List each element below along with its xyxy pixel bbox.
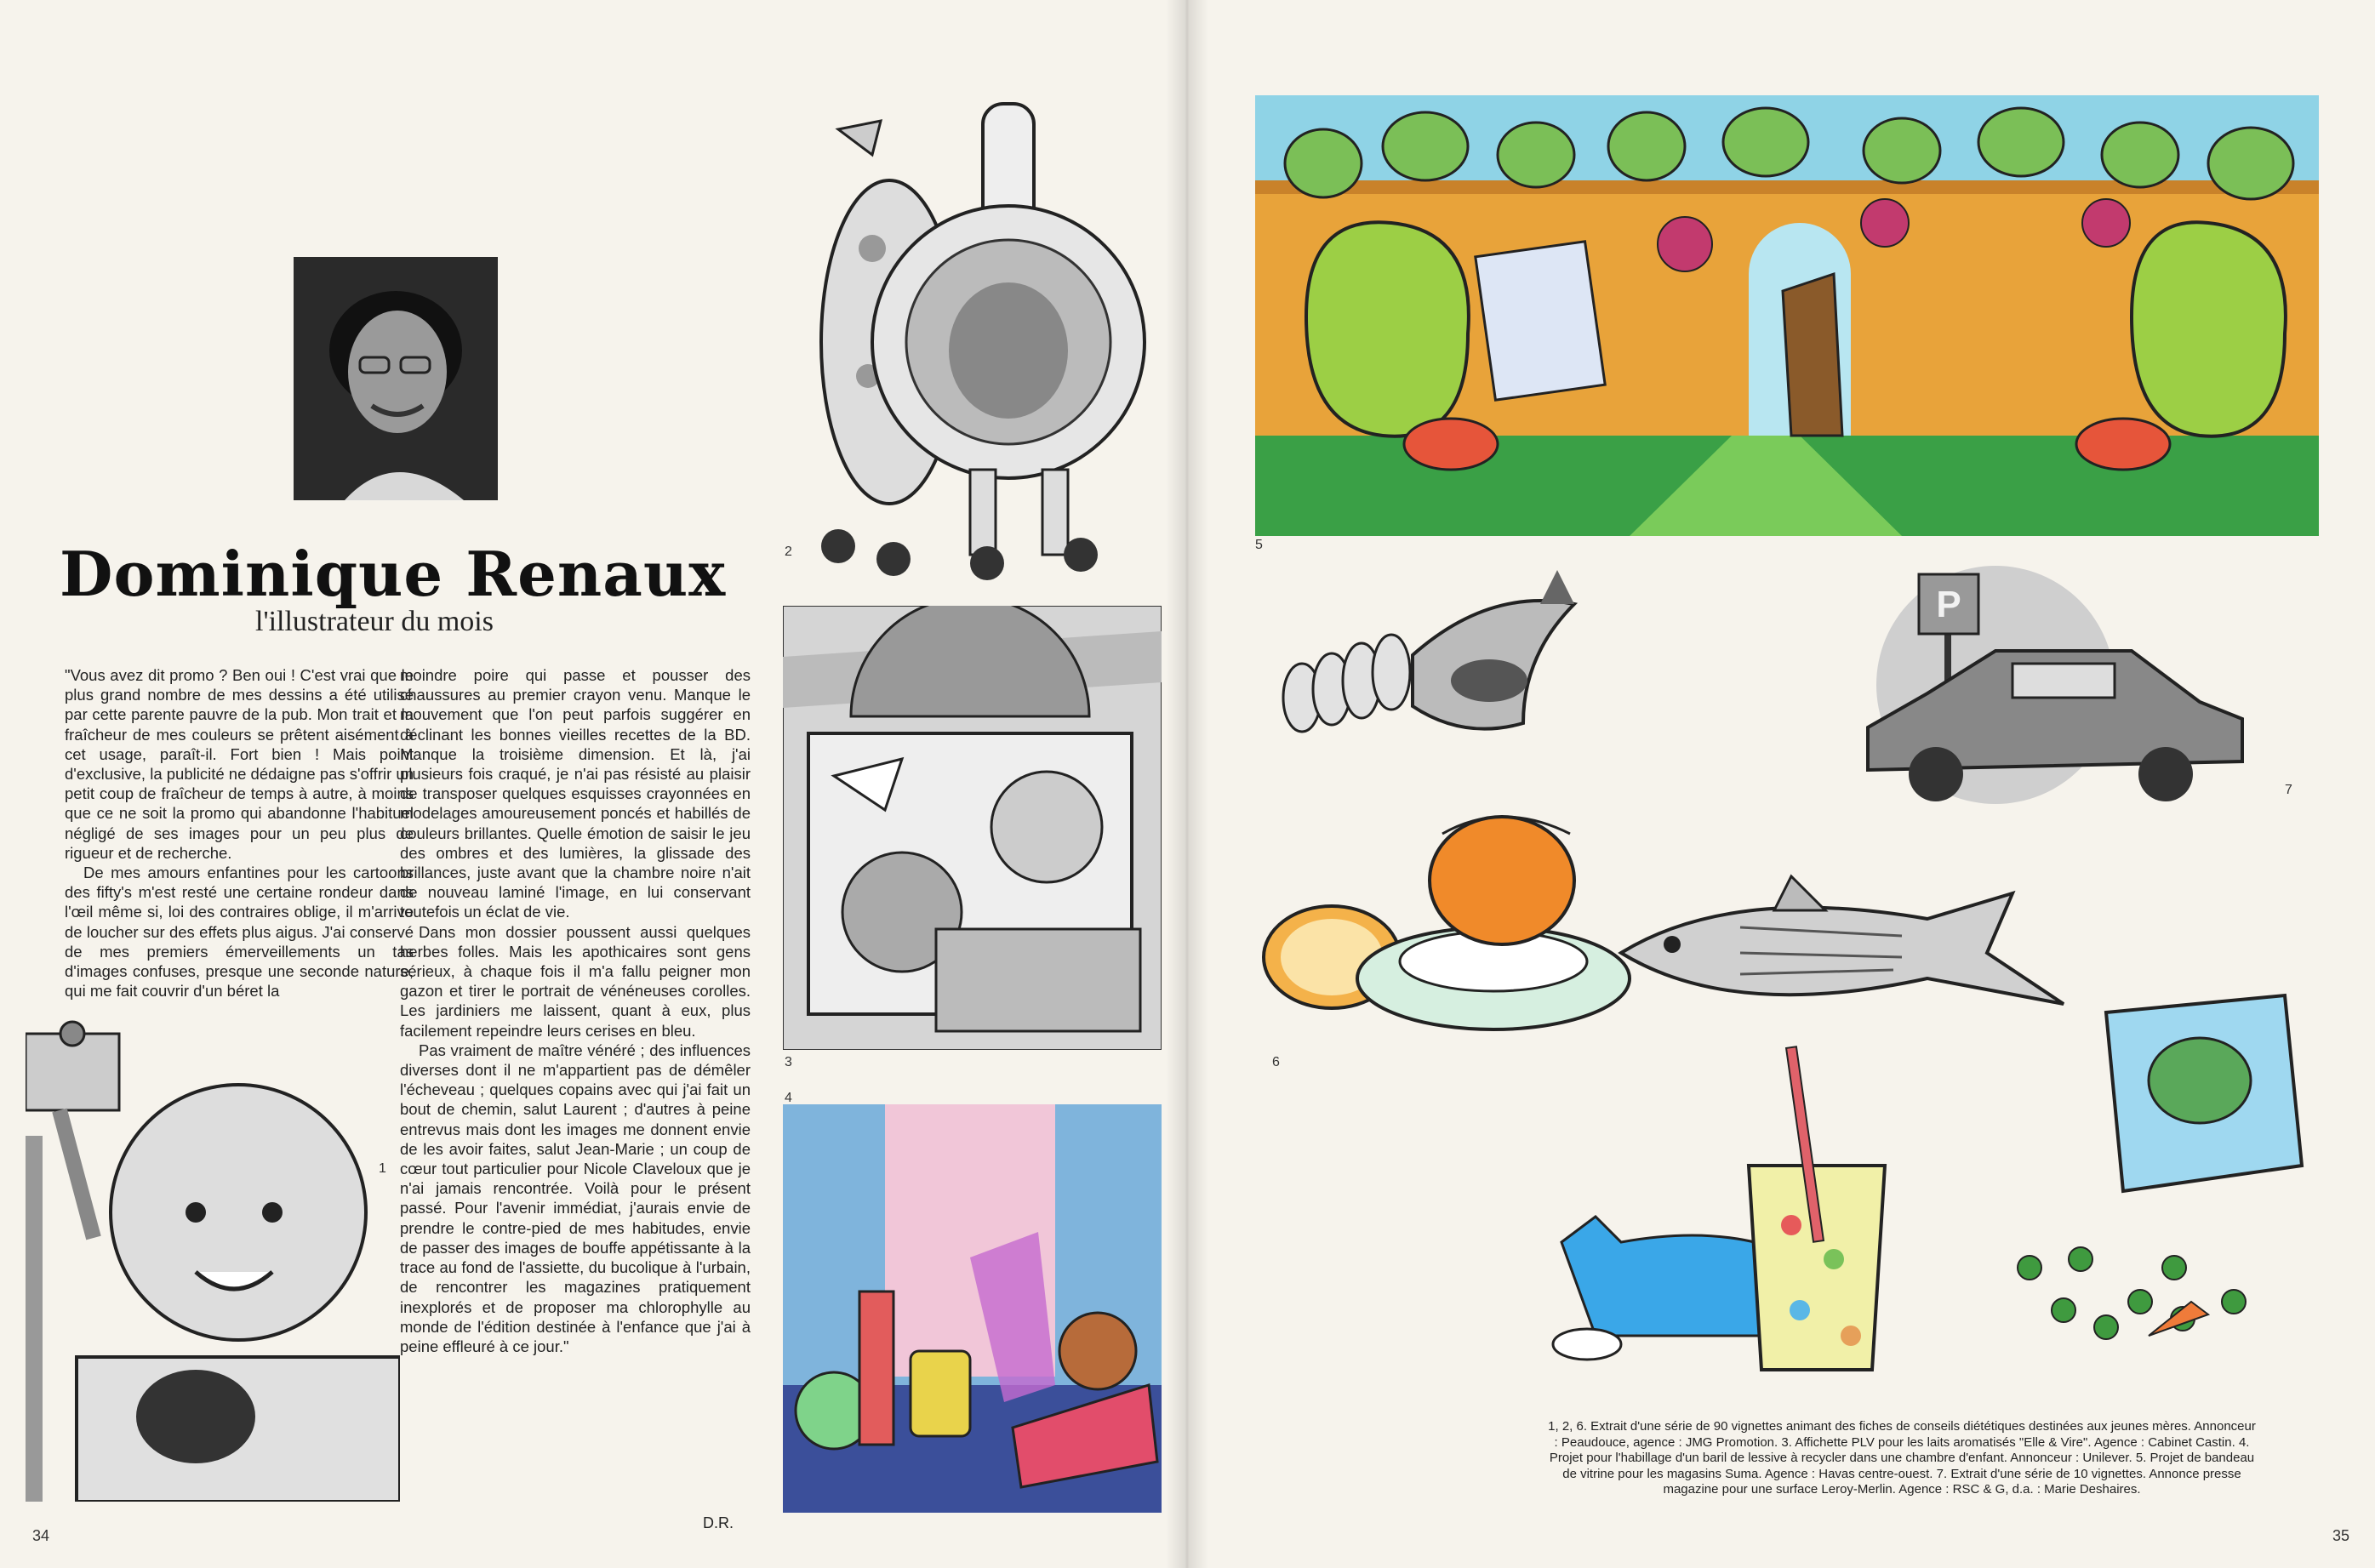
article-title: Dominique Renaux [60, 538, 727, 610]
figure-number-2: 2 [785, 545, 792, 559]
page-gutter [1166, 0, 1208, 1568]
figure-banana-illustration [1268, 553, 1608, 757]
right-page [1187, 0, 2375, 1568]
text-column-2 [400, 665, 751, 1356]
figure-4-illustration [783, 1104, 1162, 1513]
paragraph-3: moindre poire qui passe et pousser des chaussures au premier crayon venu. Manque le mouvement que l'on peut parfois suggérer en déclinant les bonnes vieilles recettes de la BD. Manque la troisième dimension. Et là, j'ai plusieurs fois craqué, je n'ai pas résisté au plaisir de transposer quelques esquisses crayonnées en modelages amoureusement poncés et habillés de couleurs brillantes. Quelle émotion de saisir le jeu des ombres et des lumières, la glissade des brillances, juste avant que la chambre noire n'ait de nouveau laminé l'image, en lui conservant toutefois un éclat de vie. [400, 666, 751, 921]
paragraph-1: "Vous avez dit promo ? Ben oui ! C'est vrai que le plus grand nombre de mes dessins a été utilisé par cette parente pauvre de la pub. Mon trait et la fraîcheur de mes couleurs se prêtent aisément à cet usage, paraît-il. Fort bien ! Mais point d'exclusive, la publicité ne dédaigne pas s'offrir un petit coup de fraîcheur de temps à autre, à moins que ce ne soit la promo qui abandonne l'habituel négligé de ses images pour un peu plus de rigueur et de recherche. [65, 666, 414, 862]
figure-number-4: 4 [785, 1091, 792, 1105]
page-number-left: 34 [32, 1527, 50, 1544]
left-page [0, 0, 1187, 1568]
signature: D.R. [703, 1514, 734, 1531]
paragraph-4: Dans mon dossier poussent aussi quelques herbes folles. Mais les apothicaires sont gens sérieux, à chaque fois il m'a fallu peigner mon gazon et tirer le portrait de vénéneuses corolles. Les jardiniers me laissent, quant à eux, plus facilement repeindre leurs cerises en bleu. [400, 922, 751, 1040]
figure-number-7: 7 [2285, 783, 2292, 797]
figure-number-1: 1 [379, 1161, 386, 1176]
portrait-photo [294, 257, 498, 500]
figure-number-5: 5 [1255, 538, 1263, 552]
paragraph-2: De mes amours enfantines pour les cartoons des fifty's m'est resté une certaine rondeur dans l'œil même si, loi des contraires oblige, il m'arrive de loucher sur des effets plus aigus. J'ai conservé de mes premiers émerveillements un tas d'images confuses, presque une seconde nature, qui me fait couvrir d'un béret la [65, 864, 414, 1001]
figure-peas-tin-illustration [1978, 978, 2319, 1370]
figure-3-illustration [783, 606, 1162, 1050]
figure-number-6: 6 [1272, 1055, 1280, 1069]
figure-2-illustration [787, 95, 1162, 580]
figure-number-3: 3 [785, 1055, 792, 1069]
page-number-right: 35 [2332, 1527, 2350, 1544]
figure-7-illustration [1851, 557, 2259, 813]
figure-caption: 1, 2, 6. Extrait d'une série de 90 vignettes animant des fiches de conseils diététiques destinées aux jeunes mères. Annonceur : Peaudouce, agence : JMG Promotion. 3. Affichette PLV pour les laits aromatisés "Elle & Vire". Agence : Cabinet Castin. 4. Projet pour l'habillage d'un baril de lessive à recycler dans une chambre d'enfant. Annonceur : Unilever. 5. Projet de bandeau de vitrine pour les magasins Suma. Agence : Havas centre-ouest. 7. Extrait d'une série de 10 vignettes. Annonce presse magazine pour une surface Leroy-Merlin. Agence : RSC & G, d.a. : Marie Deshaires. [1548, 1419, 2256, 1497]
figure-1-illustration [26, 1017, 400, 1502]
article-subtitle: l'illustrateur du mois [255, 606, 494, 637]
figure-cat-glass-illustration [1544, 1029, 1919, 1387]
parking-sign-letter: P [1936, 584, 1961, 625]
figure-6-illustration [1247, 808, 1647, 1046]
figure-5-illustration [1255, 95, 2319, 536]
text-column-1 [65, 665, 414, 1001]
paragraph-5: Pas vraiment de maître vénéré ; des influences diverses dont il ne m'appartient pas de démêler l'écheveau ; quelques copains avec qui j'ai fait un bout de chemin, salut Laurent ; d'autres à peine entrevus mais dont les images me donnent envie de les avoir faites, salut Jean-Marie ; un coup de cœur tout particulier pour Nicole Claveloux que je n'ai jamais rencontrée. Voilà pour le présent passé. Pour l'avenir immédiat, j'aurais envie de prendre le contre-pied de mes habitudes, envie de passer des images de bouffe appétissante à la trace au fond de l'assiette, du bucolique à l'urbain, de rencontrer les magazines pratiquement inexplorés et de proposer ma chlorophylle au monde de l'édition destinée à l'enfance que j'ai à peine effleuré à ce jour." [400, 1041, 751, 1355]
